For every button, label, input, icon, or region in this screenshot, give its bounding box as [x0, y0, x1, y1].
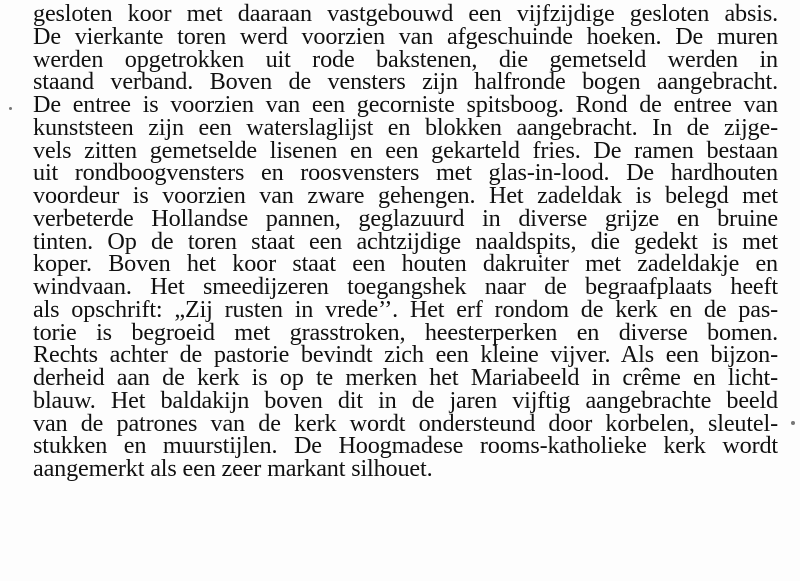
text-line: derheid aan de kerk is op te merken het Mariabeeld in crême en licht-	[33, 364, 778, 391]
scan-speck	[791, 421, 795, 425]
text-line: tinten. Op de toren staat een achtzijdige naaldspits, die gedekt is met	[33, 227, 778, 255]
text-line: verbeterde Hollandse pannen, geglazuurd in diverse grijze en bruine	[33, 204, 778, 232]
text-line: blauw. Het baldakijn boven dit in de jaren vijftig aangebrachte beeld	[33, 386, 778, 414]
text-line: uit rondboogvensters en roosvensters met glas-in-lood. De hardhouten	[33, 159, 778, 187]
text-line: staand verband. Boven de vensters zijn halfronde bogen aangebracht.	[33, 68, 778, 96]
text-line: werden opgetrokken uit rode bakstenen, die gemetseld werden in	[33, 45, 778, 73]
text-line: voordeur is voorzien van zware gehengen. Het zadeldak is belegd met	[33, 182, 778, 209]
body-text	[33, 0, 778, 482]
text-line: als opschrift: „Zij rusten in vrede’’. Het erf rondom de kerk en de pas-	[33, 295, 778, 323]
text-line: De entree is voorzien van een gecorniste spitsboog. Rond de entree van	[33, 91, 778, 118]
text-line: vels zitten gemetselde lisenen en een gekarteld fries. De ramen bestaan	[33, 136, 778, 164]
text-line-last: aangemerkt als een zeer markant silhouet.	[33, 455, 433, 482]
text-line: Rechts achter de pastorie bevindt zich een kleine vijver. Als een bijzon-	[33, 341, 778, 369]
text-line: gesloten koor met daaraan vastgebouwd een vijfzijdige gesloten absis.	[33, 0, 778, 27]
scan-speck	[9, 107, 12, 110]
text-line: De vierkante toren werd voorzien van afgeschuinde hoeken. De muren	[33, 22, 778, 50]
text-line: kunststeen zijn een waterslaglijst en blokken aangebracht. In de zijge-	[33, 113, 778, 141]
text-line: stukken en muurstijlen. De Hoogmadese rooms-katholieke kerk wordt	[33, 432, 778, 460]
text-line: windvaan. Het smeedijzeren toegangshek naar de begraafplaats heeft	[33, 273, 778, 300]
text-line: koper. Boven het koor staat een houten dakruiter met zadeldakje en	[33, 250, 778, 278]
text-line: torie is begroeid met grasstroken, heesterperken en diverse bomen.	[33, 318, 778, 346]
text-line: van de patrones van de kerk wordt ondersteund door korbelen, sleutel-	[33, 409, 778, 437]
